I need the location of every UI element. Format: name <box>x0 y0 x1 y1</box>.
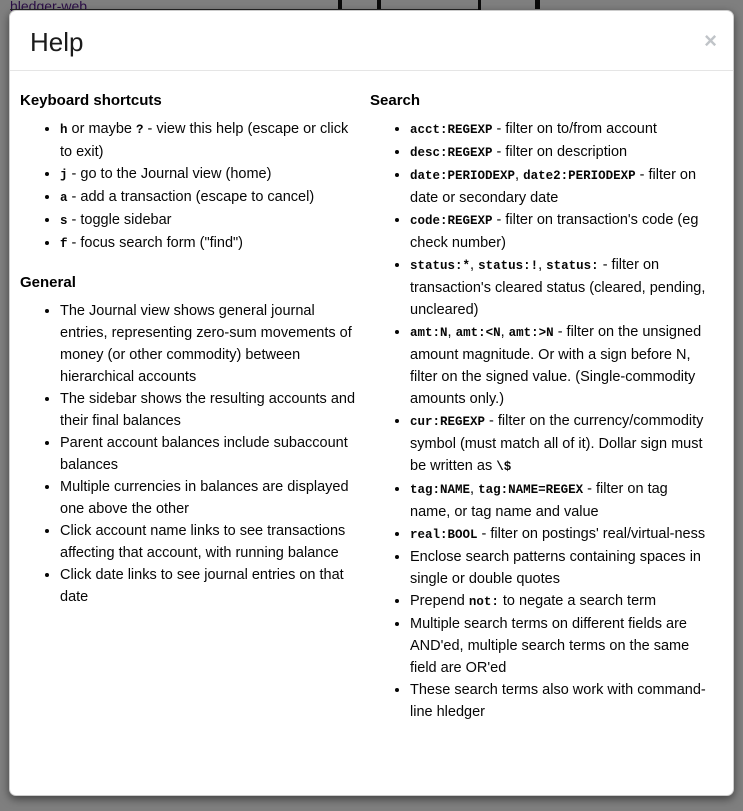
list-item: • j - go to the Journal view (home) <box>60 163 358 186</box>
code-term: desc:REGEXP <box>410 146 493 160</box>
list-item: • cur:REGEXP - filter on the currency/commodity symbol (must match all of it). Dollar sign must be written as \$ <box>410 410 707 478</box>
list-item: • a - add a transaction (escape to cancel) <box>60 186 358 209</box>
list-item: • real:BOOL - filter on postings' real/virtual-ness <box>410 523 707 546</box>
list-item: • Prepend not: to negate a search term <box>410 590 707 613</box>
code-term: date2:PERIODEXP <box>523 169 636 183</box>
code-term: status:! <box>478 259 539 273</box>
list-item: • s - toggle sidebar <box>60 209 358 232</box>
code-term: f <box>60 237 68 251</box>
code-term: code:REGEXP <box>410 214 493 228</box>
code-term: status:* <box>410 259 471 273</box>
code-term: tag:NAME=REGEX <box>478 483 584 497</box>
list-item: • code:REGEXP - filter on transaction's code (eg check number) <box>410 209 707 254</box>
help-modal <box>9 10 734 796</box>
code-term: ? <box>136 123 144 137</box>
list-item: • Click account name links to see transactions affecting that account, with running balance <box>60 520 358 564</box>
list-item: • f - focus search form ("find") <box>60 232 358 255</box>
list-item: • tag:NAME, tag:NAME=REGEX - filter on tag name, or tag name and value <box>410 478 707 523</box>
help-column-right <box>370 73 723 733</box>
help-list <box>20 300 358 608</box>
list-item: • Parent account balances include subaccount balances <box>60 432 358 476</box>
list-item: • date:PERIODEXP, date2:PERIODEXP - filter on date or secondary date <box>410 164 707 209</box>
code-term: amt:<N <box>455 326 501 340</box>
code-term: date:PERIODEXP <box>410 169 516 183</box>
close-icon[interactable]: × <box>704 28 717 53</box>
modal-title: Help <box>30 27 84 57</box>
code-term: amt:>N <box>508 326 554 340</box>
list-item: • The Journal view shows general journal entries, representing zero-sum movements of money (or other commodity) between hierarchical accounts <box>60 300 358 388</box>
list-item: • Multiple currencies in balances are displayed one above the other <box>60 476 358 520</box>
list-item: • These search terms also work with command-line hledger <box>410 679 707 723</box>
section-heading-general: General <box>20 274 76 291</box>
section-heading-keyboard-shortcuts: Keyboard shortcuts <box>20 92 162 109</box>
code-term: j <box>60 168 68 182</box>
help-column-left <box>20 73 370 733</box>
list-item: • Click date links to see journal entries on that date <box>60 564 358 608</box>
list-item: • desc:REGEXP - filter on description <box>410 141 707 164</box>
code-term: s <box>60 214 68 228</box>
code-term: \$ <box>496 460 512 474</box>
code-term: real:BOOL <box>410 528 478 542</box>
code-term: tag:NAME <box>410 483 471 497</box>
code-term: status: <box>546 259 599 273</box>
code-term: not: <box>468 595 499 609</box>
code-term: h <box>60 123 68 137</box>
list-item: • Multiple search terms on different fields are AND'ed, multiple search terms on the same field are OR'ed <box>410 613 707 679</box>
list-item: • amt:N, amt:<N, amt:>N - filter on the unsigned amount magnitude. Or with a sign before N, filter on the signed value. (Single-commodity amounts only.) <box>410 321 707 410</box>
help-list <box>20 118 358 255</box>
help-list <box>370 118 707 723</box>
code-term: cur:REGEXP <box>410 415 486 429</box>
section-heading-search: Search <box>370 92 421 109</box>
list-item: • The sidebar shows the resulting accounts and their final balances <box>60 388 358 432</box>
code-term: a <box>60 191 68 205</box>
code-term: acct:REGEXP <box>410 123 493 137</box>
modal-body <box>10 71 733 733</box>
list-item: • Enclose search patterns containing spaces in single or double quotes <box>410 546 707 590</box>
modal-header <box>10 11 733 71</box>
code-term: amt:N <box>410 326 448 340</box>
list-item: • status:*, status:!, status: - filter on transaction's cleared status (cleared, pending, uncleared) <box>410 254 707 321</box>
list-item: • acct:REGEXP - filter on to/from account <box>410 118 707 141</box>
list-item: • h or maybe ? - view this help (escape or click to exit) <box>60 118 358 163</box>
